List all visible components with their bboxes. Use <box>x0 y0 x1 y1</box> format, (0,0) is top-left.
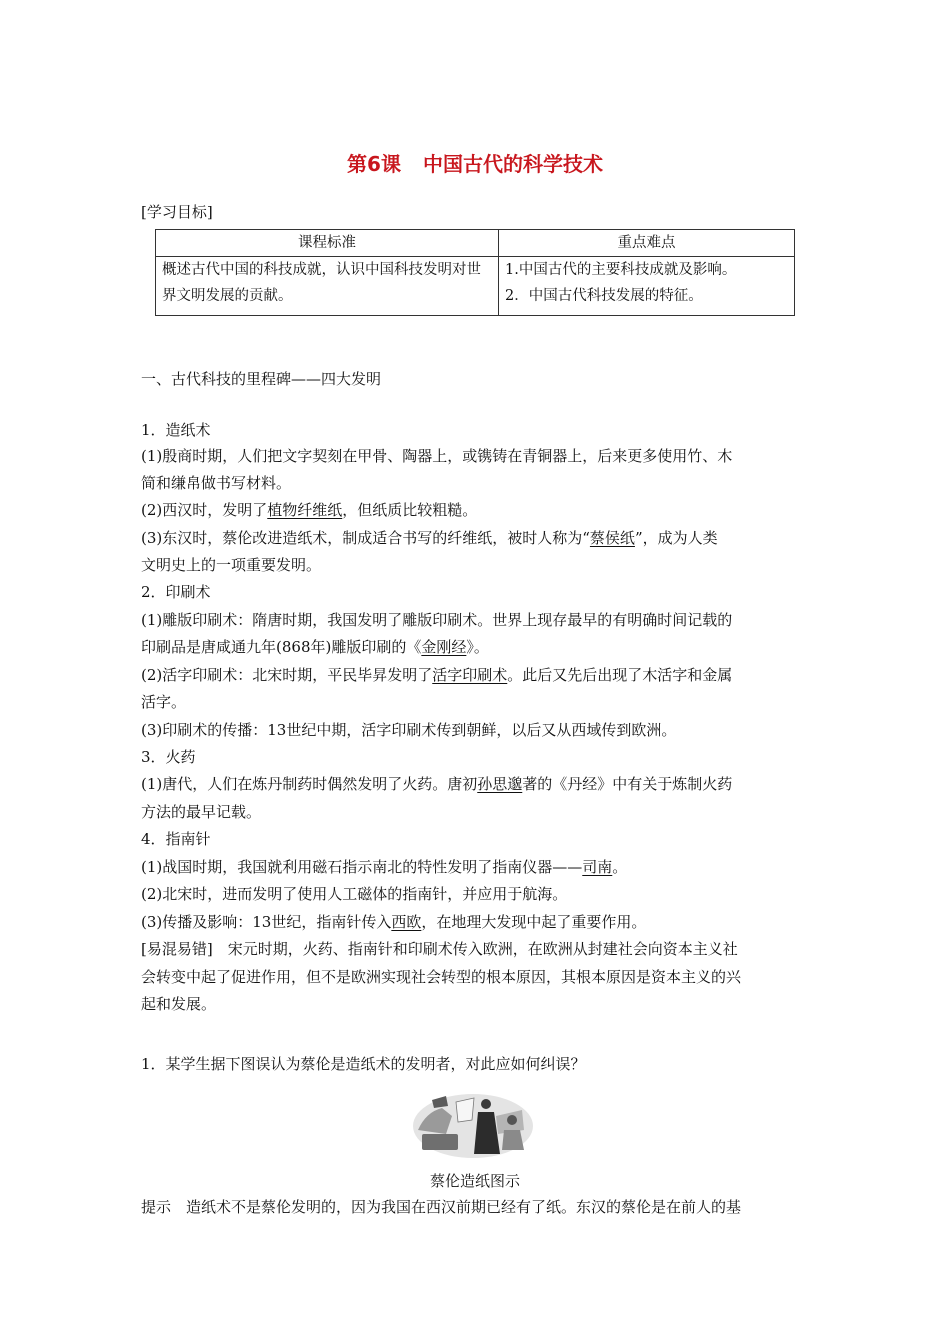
key-point: 2．中国古代科技发展的特征。 <box>505 288 703 304</box>
key-term: 金刚经 <box>421 638 467 656</box>
section-heading: 一、古代科技的里程碑——四大发明 <box>141 370 382 388</box>
hint-text: 提示 造纸术不是蔡伦发明的，因为我国在西汉前期已经有了纸。东汉的蔡伦是在前人的基 <box>141 1198 742 1216</box>
key-term: 司南 <box>582 858 613 876</box>
lesson-title <box>0 148 950 177</box>
key-term: 蔡侯纸 <box>589 529 635 547</box>
key-term: 活字印刷术 <box>432 666 508 684</box>
text-run: (2)西汉时，发明了 <box>141 501 268 519</box>
paragraph-line: 活字。 <box>141 693 187 711</box>
paragraph-line <box>141 774 732 794</box>
key-term: 西欧 <box>391 913 422 931</box>
figure-caption: 蔡伦造纸图示 <box>429 1172 520 1190</box>
table-cell-keypoints <box>499 257 795 316</box>
gunpowder-heading: 3．火药 <box>141 748 196 766</box>
paragraph-line <box>141 857 627 877</box>
paragraph-line <box>141 637 489 657</box>
paragraph-line: 文明史上的一项重要发明。 <box>141 556 322 574</box>
paragraph-line <box>141 528 718 548</box>
text-run: 著的《丹经》中有关于炼制火药 <box>522 775 733 793</box>
lesson-name: 中国古代的科学技术 <box>422 152 603 176</box>
table-cell-standard: 概述古代中国的科技成就，认识中国科技发明对世界文明发展的贡献。 <box>156 257 499 316</box>
question-1: 1．某学生据下图误认为蔡伦是造纸术的发明者，对此应如何纠误？ <box>141 1055 586 1073</box>
goals-label: [学习目标] <box>141 203 213 221</box>
paragraph-line: (3)印刷术的传播：13世纪中期，活字印刷术传到朝鲜，以后又从西域传到欧洲。 <box>141 721 677 739</box>
printing-heading: 2．印刷术 <box>141 583 211 601</box>
confusion-note: 起和发展。 <box>141 995 217 1013</box>
paragraph-line <box>141 500 477 520</box>
confusion-note: 会转变中起了促进作用，但不是欧洲实现社会转型的根本原因，其根本原因是资本主义的兴 <box>141 968 742 986</box>
text-run: ，在地理大发现中起了重要作用。 <box>421 913 647 931</box>
text-run: ，但纸质比较粗糙。 <box>342 501 478 519</box>
text-run: (1)唐代，人们在炼丹制药时偶然发明了火药。唐初 <box>141 775 478 793</box>
paragraph-line: 方法的最早记载。 <box>141 803 262 821</box>
text-run: 。 <box>612 858 628 876</box>
text-run: 印刷品是唐咸通九年(868年)雕版印刷的《 <box>141 638 422 656</box>
paragraph-line: (1)雕版印刷术：隋唐时期，我国发明了雕版印刷术。世界上现存最早的有明确时间记载的 <box>141 611 733 629</box>
text-run: (3)传播及影响：13世纪，指南针传入 <box>141 913 392 931</box>
text-run: 。此后又先后出现了木活字和金属 <box>507 666 733 684</box>
lesson-number: 第6课 <box>347 152 401 176</box>
paragraph-line: (2)北宋时，进而发明了使用人工磁体的指南针，并应用于航海。 <box>141 885 568 903</box>
cai-lun-papermaking-illustration <box>412 1090 534 1158</box>
paragraph-line <box>141 912 646 932</box>
text-run: (2)活字印刷术：北宋时期，平民毕昇发明了 <box>141 666 433 684</box>
table-header-keypoints: 重点难点 <box>499 230 795 257</box>
paper-heading: 1．造纸术 <box>141 421 211 439</box>
paragraph-line: 简和缣帛做书写材料。 <box>141 474 292 492</box>
key-point: 1.中国古代的主要科技成就及影响。 <box>505 262 737 278</box>
text-run: (3)东汉时，蔡伦改进造纸术，制成适合书写的纤维纸，被时人称为“ <box>141 529 590 547</box>
key-term: 植物纤维纸 <box>267 501 343 519</box>
key-term: 孙思邈 <box>477 775 523 793</box>
table-header-standard: 课程标准 <box>156 230 499 257</box>
compass-heading: 4．指南针 <box>141 830 211 848</box>
confusion-note: [易混易错] 宋元时期，火药、指南针和印刷术传入欧洲，在欧洲从封建社会向资本主义社 <box>141 940 738 958</box>
text-run: 》。 <box>466 638 489 656</box>
paragraph-line: (1)殷商时期，人们把文字契刻在甲骨、陶器上，或镌铸在青铜器上，后来更多使用竹、木 <box>141 447 733 465</box>
learning-goals-table <box>155 229 795 316</box>
text-run: ”，成为人类 <box>634 529 718 547</box>
paragraph-line <box>141 665 732 685</box>
text-run: (1)战国时期，我国就利用磁石指示南北的特性发明了指南仪器—— <box>141 858 583 876</box>
